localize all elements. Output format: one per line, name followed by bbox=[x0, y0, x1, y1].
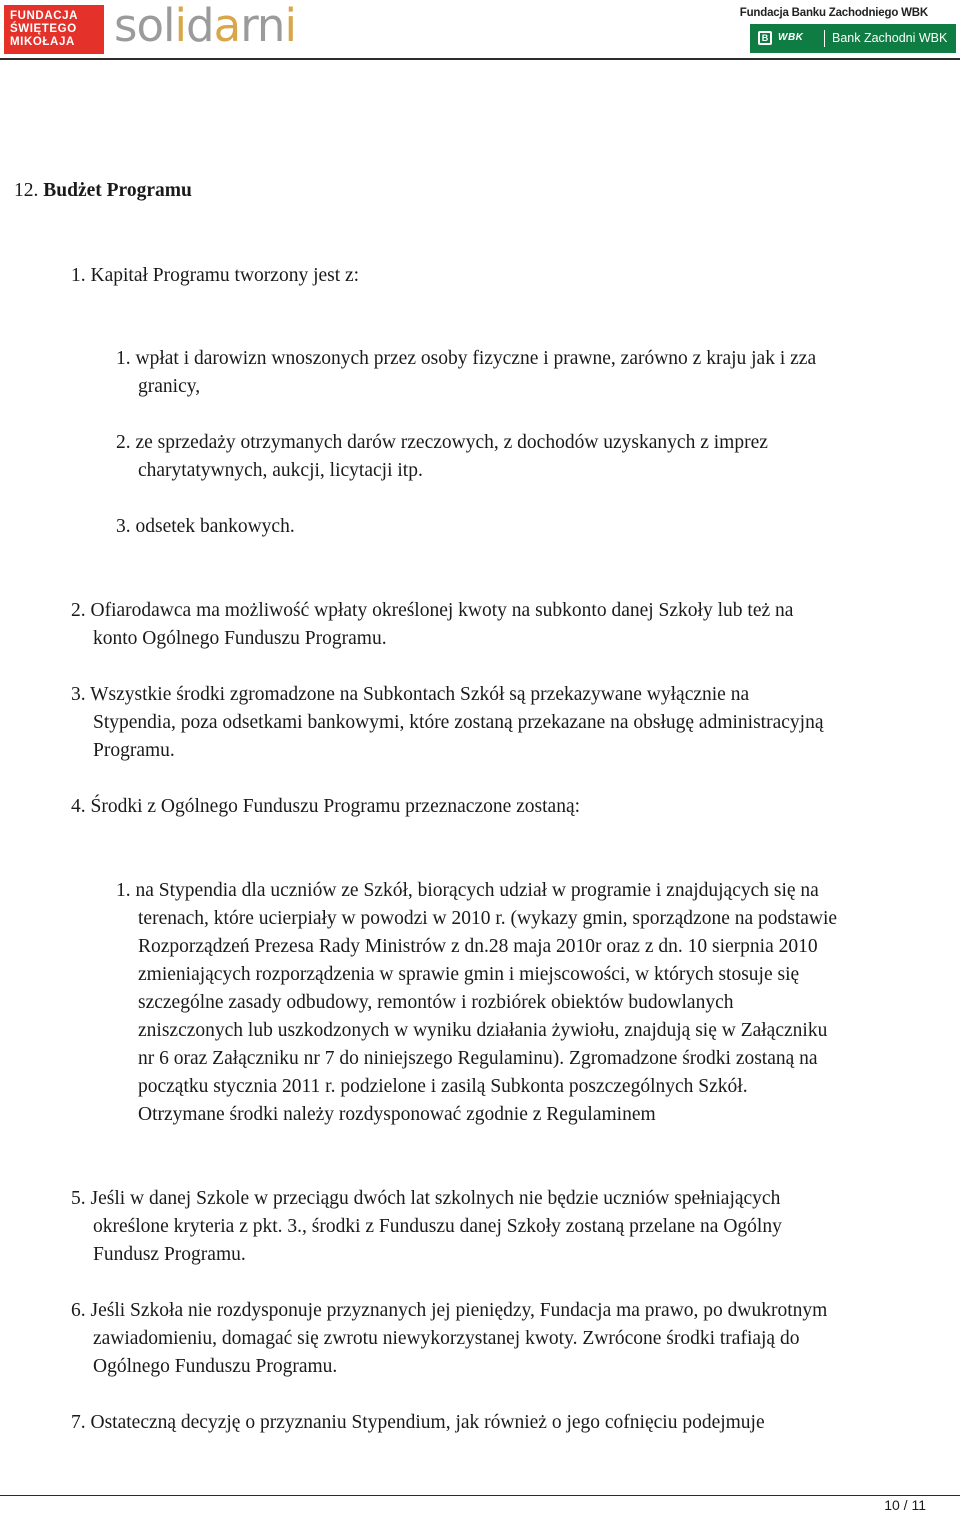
footer-divider bbox=[0, 1495, 960, 1496]
sub-list-item-cont: Rozporządzeń Prezesa Rady Ministrów z dn.28 maja 2010r oraz z dn. 10 sierpnia 2010 bbox=[138, 936, 818, 957]
sub-list-item: 1. wpłat i darowizn wnoszonych przez osoby fizyczne i prawne, zarówno z kraju jak i zza bbox=[116, 348, 817, 369]
sub-list-item-cont: zmieniających rozporządzenia w sprawie gmin i miejscowości, w których stosuje się bbox=[138, 964, 800, 985]
list-item-cont: Fundusz Programu. bbox=[93, 1244, 246, 1265]
list-item: 7. Ostateczną decyzję o przyznaniu Stypendium, jak również o jego cofnięciu podejmuje bbox=[71, 1412, 765, 1433]
wbk-separator bbox=[824, 30, 825, 47]
list-item: 6. Jeśli Szkoła nie rozdysponuje przyznanych jej pieniędzy, Fundacja ma prawo, po dwukrotnym bbox=[71, 1300, 828, 1321]
fsm-logo-line: ŚWIĘTEGO bbox=[10, 23, 77, 35]
list-item-cont: Ogólnego Funduszu Programu. bbox=[93, 1356, 338, 1377]
fsm-logo-line: FUNDACJA bbox=[10, 10, 79, 22]
list-item-cont: określone kryteria z pkt. 3., środki z Funduszu danej Szkoły zostaną przelane na Ogólny bbox=[93, 1216, 782, 1237]
list-item-cont: Programu. bbox=[93, 740, 175, 761]
sub-list-item-cont: zniszczonych lub uszkodzonych w wyniku działania żywiołu, znajdują się w Załączniku bbox=[138, 1020, 828, 1041]
sub-list-item-cont: szczególne zasady odbudowy, remontów i rozbiórek obiektów budowlanych bbox=[138, 992, 734, 1013]
wbk-bank-name: Bank Zachodni WBK bbox=[832, 31, 948, 45]
sub-list-item-cont: nr 6 oraz Załączniku nr 7 do niniejszego Regulaminu). Zgromadzone środki zostaną na bbox=[138, 1048, 818, 1069]
wbk-mark: WBK bbox=[778, 32, 804, 43]
sub-list-item-cont: początku stycznia 2011 r. podzielone i zasilą Subkonta poszczególnych Szkół. bbox=[138, 1076, 748, 1097]
list-item: 3. Wszystkie środki zgromadzone na Subkontach Szkół są przekazywane wyłącznie na bbox=[71, 684, 750, 705]
list-item-cont: konto Ogólnego Funduszu Programu. bbox=[93, 628, 387, 649]
page-header bbox=[0, 0, 960, 62]
list-item-cont: Stypendia, poza odsetkami bankowymi, które zostaną przekazane na obsługę administracyjną bbox=[93, 712, 824, 733]
bank-b-icon: B bbox=[758, 31, 772, 45]
header-divider bbox=[0, 58, 960, 60]
list-item: 4. Środki z Ogólnego Funduszu Programu przeznaczone zostaną: bbox=[71, 796, 581, 817]
solidarni-logo: solidarni bbox=[114, 0, 296, 52]
list-item: 1. Kapitał Programu tworzony jest z: bbox=[71, 265, 360, 286]
sub-list-item-cont: granicy, bbox=[138, 376, 201, 397]
section-heading bbox=[14, 177, 192, 205]
sub-list-item-cont: Otrzymane środki należy rozdysponować zgodnie z Regulaminem bbox=[138, 1104, 656, 1125]
fundacja-swietego-mikolaja-logo bbox=[4, 5, 104, 54]
section-number: 12. bbox=[14, 180, 39, 201]
fsm-logo-line: MIKOŁAJA bbox=[10, 36, 75, 48]
sub-list-item: 2. ze sprzedaży otrzymanych darów rzeczowych, z dochodów uzyskanych z imprez bbox=[116, 432, 768, 453]
page-number: 10 / 11 bbox=[884, 1497, 926, 1513]
sub-list-item-cont: charytatywnych, aukcji, licytacji itp. bbox=[138, 460, 423, 481]
bank-zachodni-wbk-logo bbox=[750, 24, 956, 53]
sub-list-item-cont: terenach, które ucierpiały w powodzi w 2010 r. (wykazy gmin, sporządzone na podstawie bbox=[138, 908, 838, 929]
wbk-foundation-label: Fundacja Banku Zachodniego WBK bbox=[739, 7, 928, 19]
list-item: 5. Jeśli w danej Szkole w przeciągu dwóch lat szkolnych nie będzie uczniów spełniających bbox=[71, 1188, 781, 1209]
sub-list-item: 3. odsetek bankowych. bbox=[116, 516, 295, 537]
sub-list-item: 1. na Stypendia dla uczniów ze Szkół, biorących udział w programie i znajdujących się na bbox=[116, 880, 819, 901]
section-title: Budżet Programu bbox=[43, 180, 192, 201]
list-item: 2. Ofiarodawca ma możliwość wpłaty określonej kwoty na subkonto danej Szkoły lub też na bbox=[71, 600, 794, 621]
list-item-cont: zawiadomieniu, domagać się zwrotu niewykorzystanej kwoty. Zwrócone środki trafiają do bbox=[93, 1328, 800, 1349]
